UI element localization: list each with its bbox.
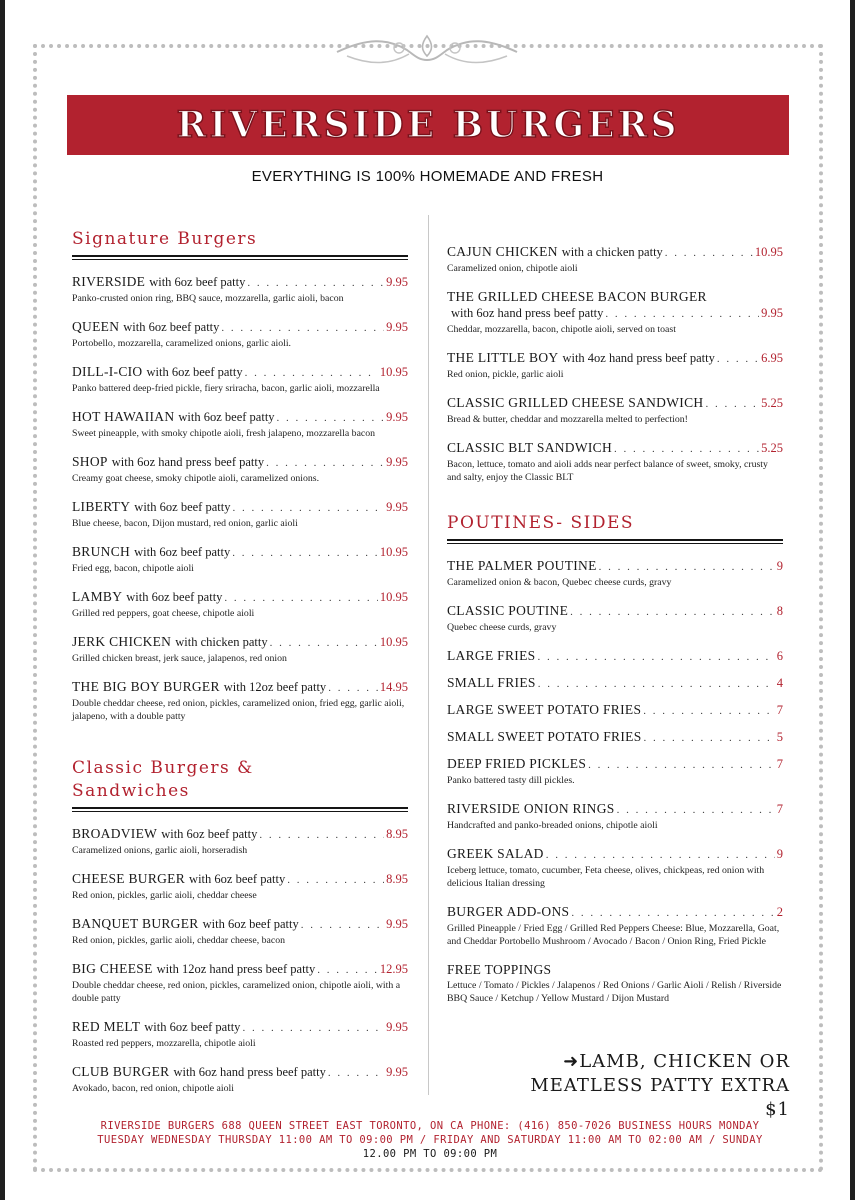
menu-item [72, 1019, 408, 1050]
classic-heading-line2: Sandwiches [72, 781, 190, 801]
dot-leader [259, 827, 384, 843]
item-price: 5 [776, 730, 783, 744]
item-description: Red onion, pickles, garlic aioli, cheddar cheese, bacon [72, 935, 286, 946]
menu-item [72, 871, 408, 902]
item-description: Red onion, pickles, garlic aioli, cheddar cheese [72, 890, 257, 901]
item-name: BROADVIEW [72, 826, 158, 841]
dot-leader [665, 245, 753, 261]
dot-leader [599, 559, 775, 575]
item-patty: with 6oz beef patty [134, 545, 231, 559]
dot-leader [328, 1065, 384, 1081]
item-description: Lettuce / Tomato / Pickles / Jalapenos / Red Onions / Garlic Aioli / Relish / Riverside BBQ Sauce / Ketchup / Yellow Mustard / Dijon Mustard [447, 980, 782, 1004]
item-price: 8.95 [386, 827, 408, 841]
dot-leader [705, 396, 759, 412]
item-price: 12.95 [379, 962, 408, 976]
item-description: Roasted red peppers, mozzarella, chipotle aioli [72, 1038, 256, 1049]
item-name: BRUNCH [72, 544, 131, 559]
item-price: 14.95 [379, 680, 408, 694]
item-price: 9.95 [761, 306, 783, 320]
item-name: RED MELT [72, 1019, 141, 1034]
item-price: 10.95 [379, 635, 408, 649]
item-name: SMALL SWEET POTATO FRIES [447, 729, 642, 744]
item-description: Caramelized onion & bacon, Quebec cheese curds, gravy [447, 577, 672, 588]
item-patty: with 6oz beef patty [144, 1020, 241, 1034]
menu-item [72, 826, 408, 857]
item-name: THE PALMER POUTINE [447, 558, 597, 573]
item-patty: with 6oz beef patty [146, 365, 243, 379]
poutines-list [447, 558, 783, 948]
item-price: 9.95 [386, 500, 408, 514]
item-description: Caramelized onion, chipotle aioli [447, 263, 578, 274]
tagline: EVERYTHING IS 100% HOMEMADE AND FRESH [251, 168, 604, 185]
item-price: 5.25 [761, 396, 783, 410]
item-name: RIVERSIDE ONION RINGS [447, 801, 615, 816]
item-price: 10.95 [754, 245, 783, 259]
item-price: 10.95 [379, 365, 408, 379]
classic-heading-line1: Classic Burgers & [72, 758, 254, 778]
dot-leader [232, 545, 378, 561]
menu-item [72, 961, 408, 1005]
item-name: RIVERSIDE [72, 274, 146, 289]
item-price: 9 [776, 559, 783, 573]
menu-item [72, 454, 408, 485]
item-name: CLASSIC GRILLED CHEESE SANDWICH [447, 395, 704, 410]
menu-item [72, 319, 408, 350]
dot-leader [546, 847, 775, 863]
item-name: LAMBY [72, 589, 123, 604]
item-patty: with 6oz beef patty [202, 917, 299, 931]
poutines-section [447, 512, 783, 1005]
item-name: LIBERTY [72, 499, 131, 514]
item-patty: with 6oz beef patty [189, 872, 286, 886]
dot-leader [717, 351, 759, 367]
item-description: Cheddar, mozzarella, bacon, chipotle aioli, served on toast [447, 324, 676, 335]
menu-item [447, 729, 783, 746]
item-price: 9.95 [386, 410, 408, 424]
item-description: Red onion, pickle, garlic aioli [447, 369, 564, 380]
item-name: SHOP [72, 454, 108, 469]
menu-item [447, 440, 783, 484]
menu-item [447, 801, 783, 832]
item-description: Grilled red peppers, goat cheese, chipotle aioli [72, 608, 255, 619]
signature-section [72, 228, 408, 723]
item-name: LARGE FRIES [447, 648, 536, 663]
item-patty: with 6oz beef patty [149, 275, 246, 289]
signature-list [72, 274, 408, 723]
menu-item [447, 289, 783, 336]
dot-leader [328, 680, 378, 696]
menu-item [447, 702, 783, 719]
dot-leader [247, 275, 384, 291]
title-banner [67, 95, 789, 155]
item-description: Sweet pineapple, with smoky chipotle aioli, fresh jalapeno, mozzarella bacon [72, 428, 376, 439]
item-price: 8 [776, 604, 783, 618]
item-patty: with 6oz beef patty [126, 590, 223, 604]
item-patty: with a chicken patty [561, 245, 663, 259]
item-price: 9.95 [386, 1020, 408, 1034]
item-price: 10.95 [379, 590, 408, 604]
menu-item [447, 603, 783, 634]
item-patty: with 6oz hand press beef patty [451, 306, 604, 320]
item-description: Caramelized onions, garlic aioli, horseradish [72, 845, 248, 856]
item-name: CLASSIC BLT SANDWICH [447, 440, 613, 455]
menu-item [72, 679, 408, 723]
item-description: Blue cheese, bacon, Dijon mustard, red onion, garlic aioli [72, 518, 298, 529]
dot-leader [644, 730, 775, 746]
dot-leader [605, 306, 759, 322]
item-description: Panko battered tasty dill pickles. [447, 775, 575, 786]
item-price: 5.25 [761, 441, 783, 455]
item-name: THE BIG BOY BURGER [72, 679, 220, 694]
item-description: Quebec cheese curds, gravy [447, 622, 557, 633]
menu-item [447, 395, 783, 426]
item-description: Portobello, mozzarella, caramelized onions, garlic aioli. [72, 338, 291, 349]
menu-item [72, 634, 408, 665]
item-patty: with chicken patty [175, 635, 268, 649]
footer-address-hours: RIVERSIDE BURGERS 688 QUEEN STREET EAST TORONTO, ON CA PHONE: (416) 850-7026 BUSINESS HOURS MONDAY TUESDAY WEDNESDAY THURSDAY 11:00 AM TO 09:00 PM / FRIDAY AND SATURDAY 11:00 AM TO 02:00 AM / SUNDAY [97, 1120, 763, 1146]
dot-leader [224, 590, 377, 606]
menu-item [447, 904, 783, 948]
item-patty: with 6oz hand press beef patty [111, 455, 265, 469]
item-description: Iceberg lettuce, tomato, cucumber, Feta cheese, olives, chickpeas, red onion with delicious Italian dressing [447, 865, 765, 889]
item-patty: with 6oz beef patty [123, 320, 220, 334]
item-name: SMALL FRIES [447, 675, 536, 690]
dot-leader [301, 917, 384, 933]
dot-leader [266, 455, 384, 471]
column-divider [428, 215, 429, 1095]
patty-note-line2: MEATLESS PATTY EXTRA $1 [530, 1075, 790, 1120]
ornament-flourish-icon [327, 30, 527, 74]
patty-extra-note [500, 1050, 790, 1122]
item-price: 9.95 [386, 320, 408, 334]
item-patty: with 12oz beef patty [223, 680, 327, 694]
item-description: Double cheddar cheese, red onion, pickles, caramelized onion, fried egg, garlic aioli, jalapeno, with a double patty [72, 698, 405, 722]
item-patty: with 6oz beef patty [134, 500, 231, 514]
menu-item [72, 916, 408, 947]
footer-info [95, 1119, 765, 1161]
item-name: LARGE SWEET POTATO FRIES [447, 702, 642, 717]
item-name: CHEESE BURGER [72, 871, 186, 886]
item-name: QUEEN [72, 319, 120, 334]
menu-page [5, 0, 850, 1200]
poutines-heading: POUTINES- SIDES [447, 513, 635, 533]
item-name: BANQUET BURGER [72, 916, 199, 931]
item-name: THE LITTLE BOY [447, 350, 559, 365]
item-price: 8.95 [386, 872, 408, 886]
signature-heading: Signature Burgers [72, 229, 258, 249]
item-name: GREEK SALAD [447, 846, 544, 861]
arrow-right-icon: ➜ [563, 1051, 580, 1072]
item-price: 4 [776, 676, 783, 690]
menu-item [72, 544, 408, 575]
item-description: Bacon, lettuce, tomato and aioli adds near perfect balance of sweet, smoky, crusty and salty, enjoy the Classic BLT [447, 459, 768, 483]
item-price: 9.95 [386, 917, 408, 931]
item-name: HOT HAWAIIAN [72, 409, 175, 424]
dot-leader [270, 635, 378, 651]
item-price: 6.95 [761, 351, 783, 365]
dot-leader [242, 1020, 384, 1036]
dot-leader [317, 962, 378, 978]
menu-item [72, 364, 408, 395]
item-name: BURGER ADD-ONS [447, 904, 570, 919]
item-patty: with 12oz hand press beef patty [156, 962, 316, 976]
dot-leader [570, 604, 775, 620]
item-name: CLUB BURGER [72, 1064, 170, 1079]
item-price: 9.95 [386, 275, 408, 289]
item-description: Panko battered deep-fried pickle, fiery sriracha, bacon, garlic aioli, mozzarella [72, 383, 380, 394]
item-description: Fried egg, bacon, chipotle aioli [72, 563, 194, 574]
item-name: CLASSIC POUTINE [447, 603, 569, 618]
dot-leader [614, 441, 759, 457]
item-name: FREE TOPPINGS [447, 962, 552, 977]
item-patty: with 6oz beef patty [161, 827, 258, 841]
patty-note-line1: LAMB, CHICKEN OR [579, 1051, 790, 1072]
dot-leader [221, 320, 384, 336]
right-column [447, 244, 783, 1019]
item-description: Handcrafted and panko-breaded onions, chipotle aioli [447, 820, 658, 831]
item-price: 9.95 [386, 455, 408, 469]
sandwich-list [447, 244, 783, 484]
menu-item [447, 350, 783, 381]
dot-leader [571, 905, 774, 921]
dot-leader [538, 676, 775, 692]
menu-item [447, 846, 783, 890]
item-name: CAJUN CHICKEN [447, 244, 558, 259]
item-description: Bread & butter, cheddar and mozzarella melted to perfection! [447, 414, 688, 425]
item-description: Avokado, bacon, red onion, chipotle aioli [72, 1083, 234, 1094]
menu-item [447, 558, 783, 589]
menu-item [72, 589, 408, 620]
item-name: THE GRILLED CHEESE BACON BURGER [447, 289, 707, 304]
classic-section [72, 757, 408, 1095]
item-price: 7 [776, 802, 783, 816]
left-column [72, 228, 408, 1109]
item-patty: with 6oz beef patty [178, 410, 275, 424]
item-name: BIG CHEESE [72, 961, 153, 976]
dot-leader [277, 410, 385, 426]
item-price: 9.95 [386, 1065, 408, 1079]
classic-list [72, 826, 408, 1095]
item-description: Grilled chicken breast, jerk sauce, jalapenos, red onion [72, 653, 287, 664]
item-price: 10.95 [379, 545, 408, 559]
menu-item [447, 756, 783, 787]
item-price: 7 [776, 757, 783, 771]
menu-item [72, 409, 408, 440]
dot-leader [287, 872, 384, 888]
dot-leader [617, 802, 775, 818]
dot-leader [232, 500, 384, 516]
item-description: Creamy goat cheese, smoky chipotle aioli, caramelized onions. [72, 473, 320, 484]
item-description: Grilled Pineapple / Fried Egg / Grilled Red Peppers Cheese: Blue, Mozzarella, Goat, and Cheddar Portobello Mushroom / Avocado / Bacon / Onion Ring, Fried Pickle [447, 923, 780, 947]
dot-leader [537, 649, 774, 665]
free-toppings [447, 962, 783, 1005]
item-price: 7 [776, 703, 783, 717]
footer-sunday-hours: 12.00 PM TO 09:00 PM [362, 1148, 498, 1160]
item-patty: with 6oz hand press beef patty [173, 1065, 326, 1079]
item-description: Double cheddar cheese, red onion, pickles, caramelized onion, chipotle aioli, with a double patty [72, 980, 401, 1004]
restaurant-title: RIVERSIDE BURGERS [176, 104, 680, 146]
item-patty: with 4oz hand press beef patty [562, 351, 715, 365]
menu-item [447, 244, 783, 275]
item-description: Panko-crusted onion ring, BBQ sauce, mozzarella, garlic aioli, bacon [72, 293, 344, 304]
dot-leader [588, 757, 775, 773]
menu-item [72, 274, 408, 305]
item-name: DEEP FRIED PICKLES [447, 756, 587, 771]
item-price: 6 [776, 649, 783, 663]
dot-leader [245, 365, 378, 381]
dot-leader [643, 703, 774, 719]
menu-item [72, 1064, 408, 1095]
item-name: DILL-I-CIO [72, 364, 143, 379]
menu-item [447, 675, 783, 692]
item-price: 9 [776, 847, 783, 861]
item-name: JERK CHICKEN [72, 634, 172, 649]
menu-item [72, 499, 408, 530]
item-price: 2 [776, 905, 783, 919]
menu-item [447, 648, 783, 665]
